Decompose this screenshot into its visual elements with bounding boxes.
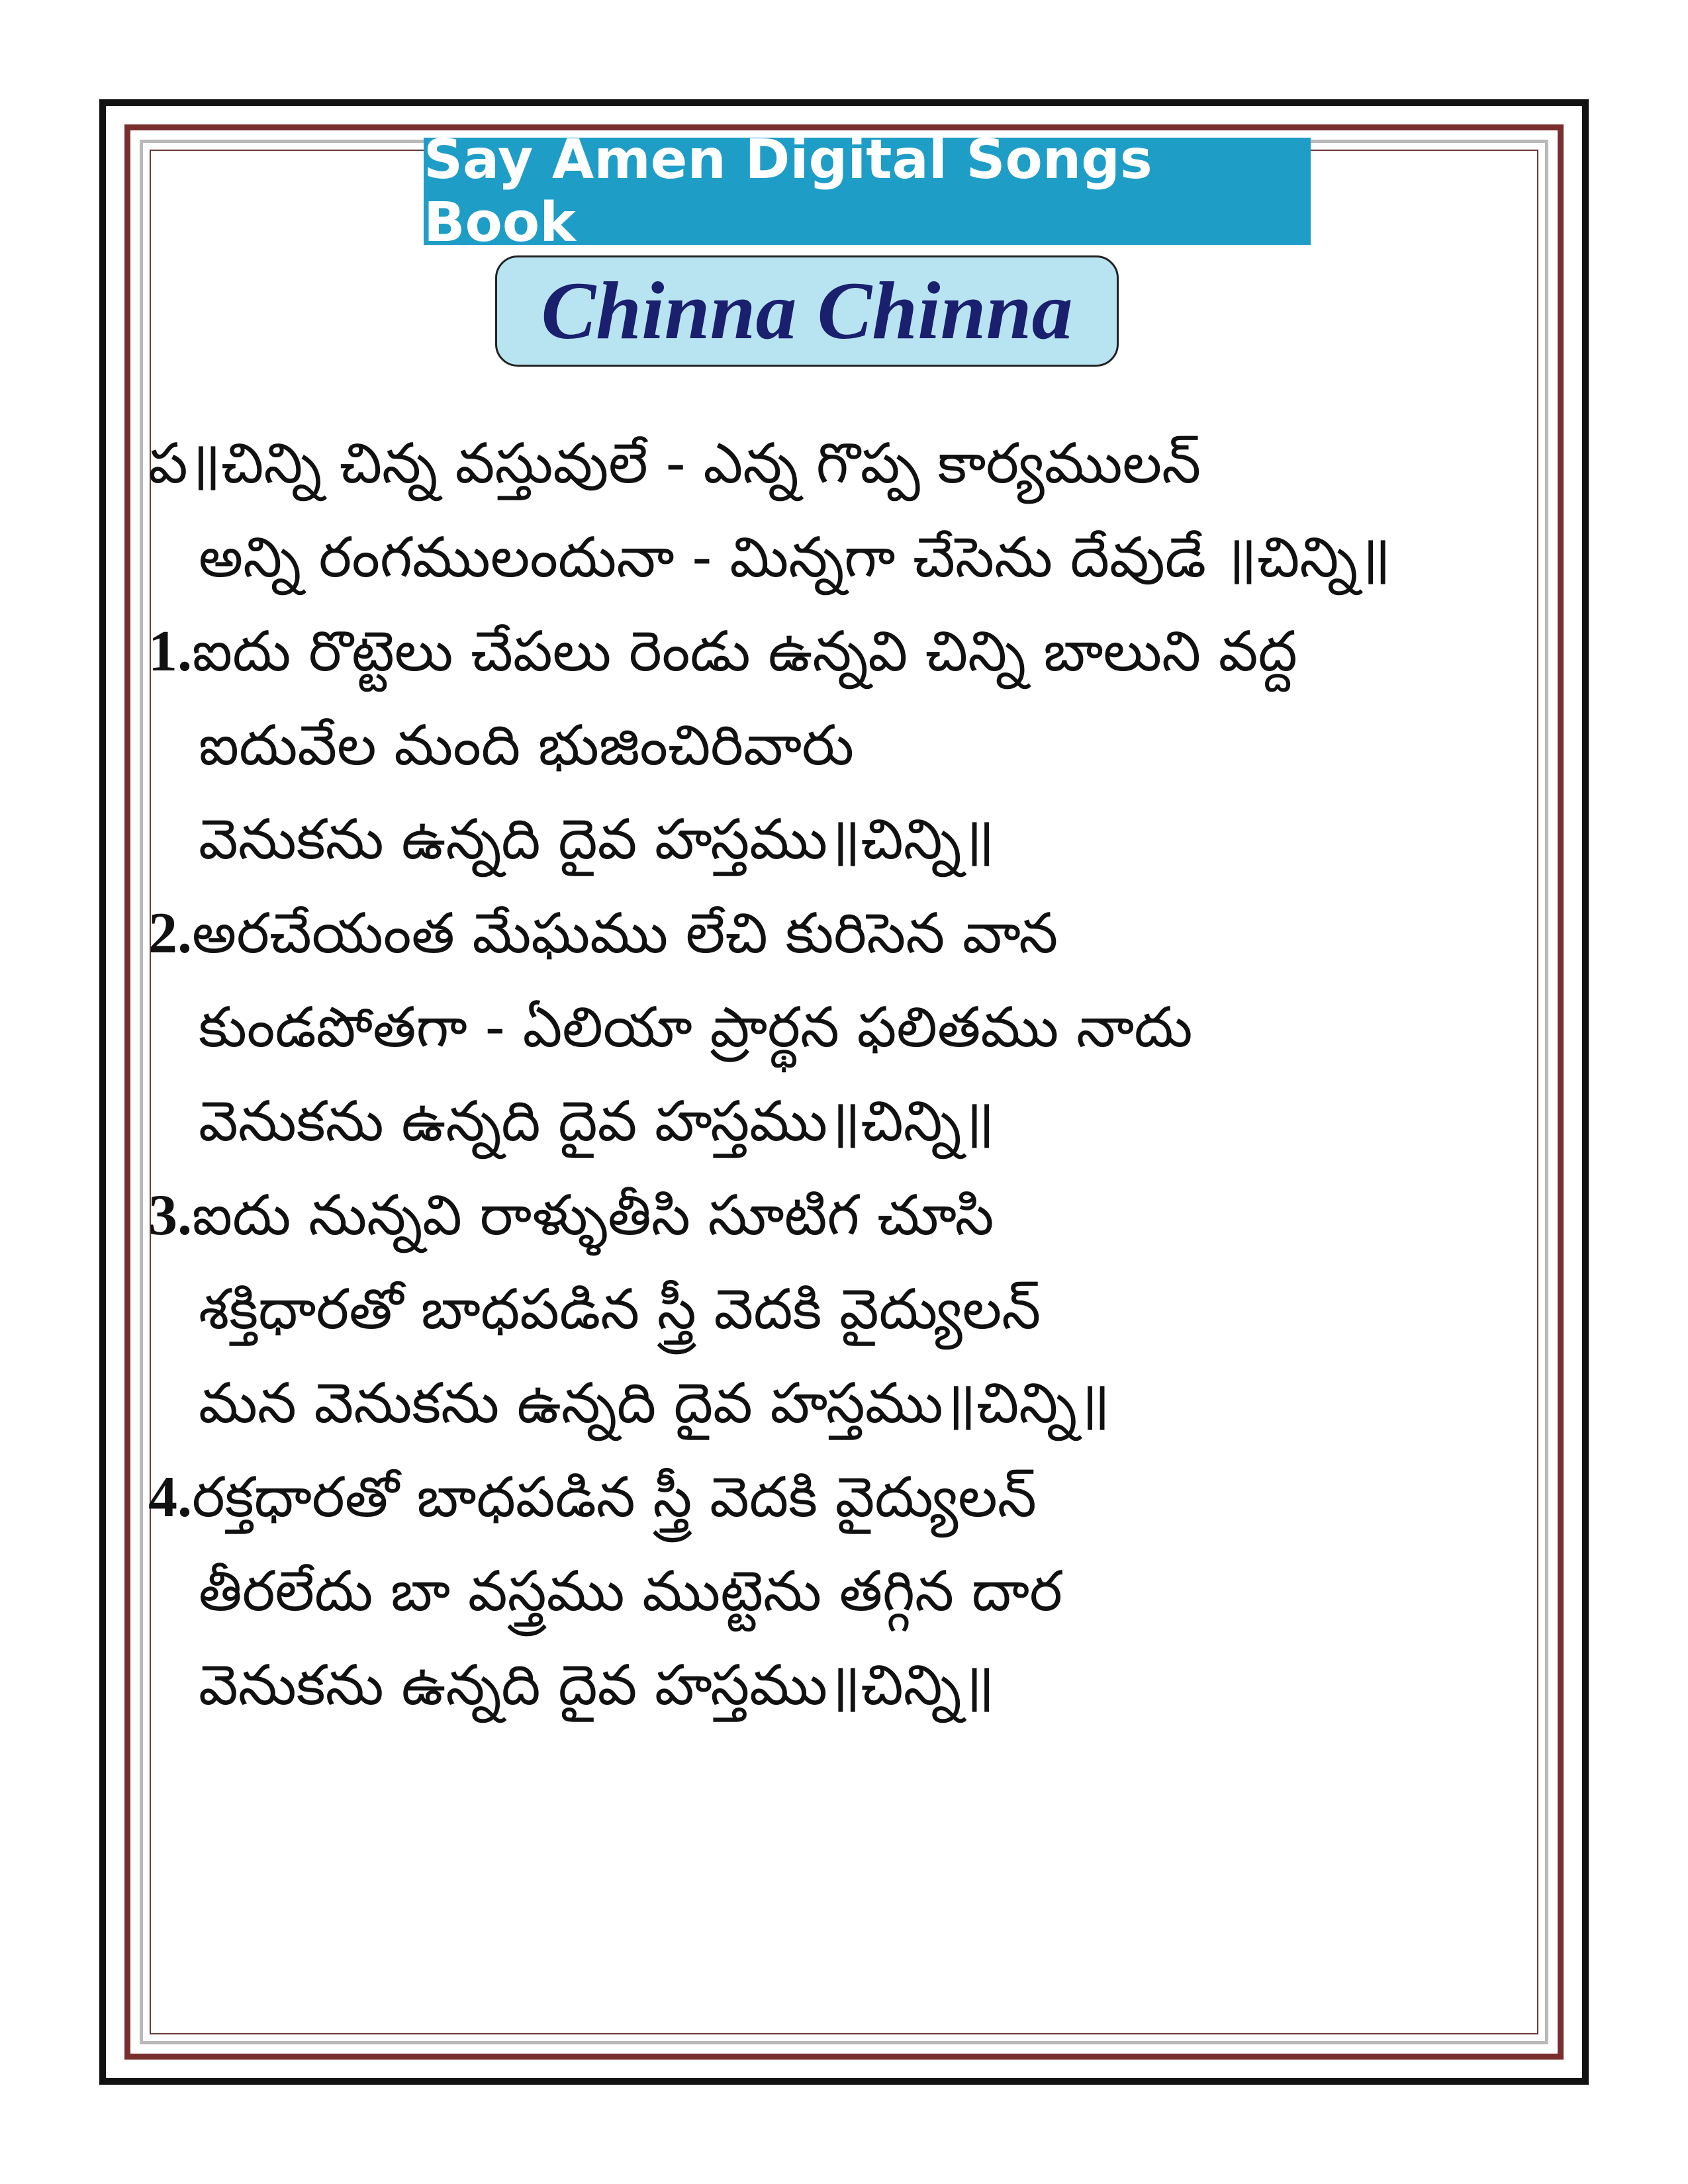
verse-3-line-3: మన వెనుకను ఉన్నది దైవ హస్తము॥చిన్ని॥ xyxy=(199,1371,1111,1435)
verse-3-line-1 xyxy=(148,1175,994,1255)
verse-3-line-2: శక్తిధారతో బాధపడిన స్త్రీ వెదకి వైద్యులన్ xyxy=(199,1277,1041,1342)
chorus-line-1 xyxy=(148,424,1201,503)
verse-2-line-2: కుండపోతగా - ఏలియా ప్రార్థన ఫలితము నాదు xyxy=(199,995,1193,1060)
verse-number: 3. xyxy=(148,1183,192,1248)
chorus-line-2: అన్ని రంగములందునా - మిన్నగా చేసెను దేవుడే ॥చిన్ని॥ xyxy=(199,525,1391,590)
verse-4-line-3: వెనుకను ఉన్నది దైవ హస్తము॥చిన్ని॥ xyxy=(199,1653,995,1717)
verse-2-line-1 xyxy=(148,893,1058,973)
verse-text: అరచేయంత మేఘము లేచి కురిసెన వాన xyxy=(192,901,1058,966)
chorus-prefix: ప॥ xyxy=(148,431,222,496)
song-title: Chinna Chinna xyxy=(541,265,1073,356)
verse-1-line-3: వెనుకను ఉన్నది దైవ హస్తము॥చిన్ని॥ xyxy=(199,807,995,872)
verse-1-line-1 xyxy=(148,612,1297,691)
verse-number: 2. xyxy=(148,901,192,966)
verse-number: 4. xyxy=(148,1465,192,1529)
verse-number: 1. xyxy=(148,619,192,684)
verse-text: ఐదు రొట్టెలు చేపలు రెండు ఉన్నవి చిన్ని బాలుని వద్ద xyxy=(192,619,1297,684)
verse-4-line-2: తీరలేదు బా వస్త్రము ముట్టెను తగ్గిన దార xyxy=(199,1559,1062,1623)
verse-text: రక్తధారతో బాధపడిన స్త్రీ వెదకి వైద్యులన్ xyxy=(192,1465,1037,1529)
verse-1-line-2: ఐదువేల మంది భుజించిరివారు xyxy=(199,713,855,778)
songbook-banner: Say Amen Digital Songs Book xyxy=(424,138,1311,245)
song-title-box xyxy=(495,255,1119,367)
verse-2-line-3: వెనుకను ఉన్నది దైవ హస్తము॥చిన్ని॥ xyxy=(199,1089,995,1154)
chorus-text: చిన్ని చిన్న వస్తువులే - ఎన్న గొప్ప కార్యములన్ xyxy=(221,431,1201,496)
verse-4-line-1 xyxy=(148,1457,1037,1537)
verse-text: ఐదు నున్నవి రాళ్ళుతీసి సూటిగ చూసి xyxy=(192,1183,994,1248)
